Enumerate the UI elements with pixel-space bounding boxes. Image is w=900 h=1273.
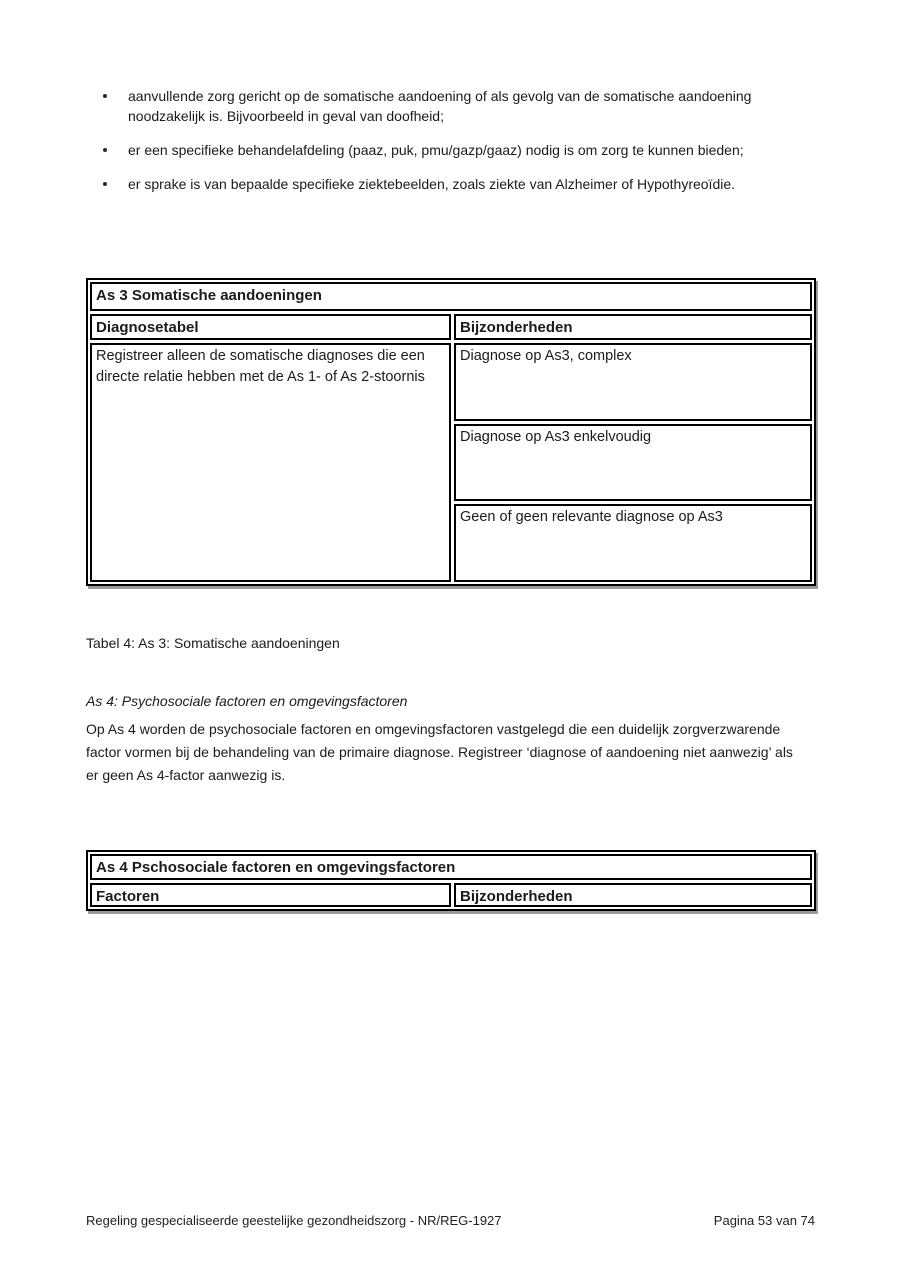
table-as3-title-cell: As 3 Somatische aandoeningen (90, 282, 812, 311)
table-row: Diagnose op As3, complex (454, 343, 812, 421)
table-as3-somatische-aandoeningen (86, 278, 816, 586)
page-footer (86, 1213, 815, 1228)
table-as4-title-cell: As 4 Pschosociale factoren en omgevingsfactoren (90, 854, 812, 880)
bullet-item: er sprake is van bepaalde specifieke ziektebeelden, zoals ziekte van Alzheimer of Hypothyreoïdie. (86, 174, 815, 194)
bullet-item: er een specifieke behandelafdeling (paaz, puk, pmu/gazp/gaaz) nodig is om zorg te kunnen bieden; (86, 140, 815, 160)
table-as3-header-diagnosetabel: Diagnosetabel (90, 314, 451, 340)
bullet-list (86, 86, 815, 194)
table-row: Diagnose op As3 enkelvoudig (454, 424, 812, 501)
table-caption: Tabel 4: As 3: Somatische aandoeningen (86, 635, 340, 651)
table-as3-bijzonderheden-cell: Registreer alleen de somatische diagnoses die een directe relatie hebben met de As 1- of As 2-stoornis (90, 343, 451, 582)
table-as4-psychosociale-factoren (86, 850, 816, 911)
section-heading-as4: As 4: Psychosociale factoren en omgevingsfactoren (86, 693, 408, 709)
page-content (86, 0, 815, 911)
bullet-item: aanvullende zorg gericht op de somatische aandoening of als gevolg van de somatische aandoening noodzakelijk is. Bijvoorbeeld in geval van doofheid; (86, 86, 815, 126)
table-as3-header-bijzonderheden: Bijzonderheden (454, 314, 812, 340)
footer-page-number: Pagina 53 van 74 (713, 1213, 815, 1228)
table-as4-header-factoren: Factoren (90, 883, 451, 907)
table-as4-header-bijzonderheden: Bijzonderheden (454, 883, 812, 907)
footer-document-title: Regeling gespecialiseerde geestelijke gezondheidszorg - NR/REG-1927 (86, 1213, 502, 1228)
table-row: Geen of geen relevante diagnose op As3 (454, 504, 812, 582)
paragraph-as4: Op As 4 worden de psychosociale factoren en omgevingsfactoren vastgelegd die een duidelijk zorgverzwarende factor vormen bij de behandeling van de primaire diagnose. Registreer ‘diagnose of aandoening niet aanwezig’ als er geen As 4-factor aanwezig is. (86, 721, 793, 783)
